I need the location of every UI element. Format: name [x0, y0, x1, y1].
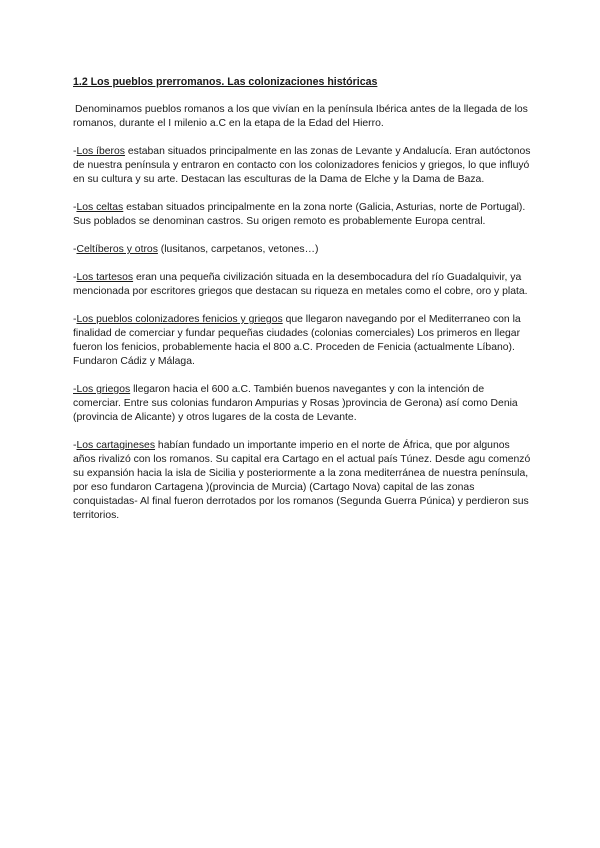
- section-term: Los cartagineses: [76, 440, 156, 451]
- section-prefix: -: [73, 244, 77, 255]
- section-celtas: [73, 201, 533, 229]
- document-content: [73, 75, 533, 537]
- section-text: eran una pequeña civilización situada en la desembocadura del río Guadalquivir, ya mencionada por escritores griegos que destacan su riqueza en metales como el cobre, oro y plata.: [73, 272, 528, 297]
- section-cartagineses: [73, 439, 533, 523]
- section-griegos: [73, 383, 533, 425]
- section-term: -Los griegos: [73, 384, 131, 395]
- section-colonizadores: [73, 313, 533, 369]
- section-iberos: [73, 145, 533, 187]
- section-prefix: -: [73, 440, 77, 451]
- section-text: que llegaron navegando por el Mediterraneo con la finalidad de comerciar y fundar pequeñas ciudades (colonias comerciales) Los primeros en llegar fueron los fenicios, probablemente hacia el 800 a.C. Proceden de Fenicia (actualmente Líbano). Fundaron Cádiz y Málaga.: [73, 314, 521, 367]
- section-tartesos: [73, 271, 533, 299]
- document-title: 1.2 Los pueblos prerromanos. Las colonizaciones históricas: [73, 76, 378, 88]
- section-prefix: -: [73, 202, 77, 213]
- section-prefix: -: [73, 272, 77, 283]
- section-term: Los pueblos colonizadores fenicios y griegos: [76, 314, 283, 325]
- section-text: estaban situados principalmente en las zonas de Levante y Andalucía. Eran autóctonos de nuestra península y entraron en contacto con los colonizadores fenicios y griegos, lo que influyó en su cultura y su arte. Destacan las esculturas de la Dama de Elche y la Dama de Baza.: [73, 146, 531, 185]
- section-text: estaban situados principalmente en la zona norte (Galicia, Asturias, norte de Portugal). Sus poblados se denominan castros. Su origen remoto es probablemente Europa central.: [73, 202, 526, 227]
- section-prefix: -: [73, 146, 77, 157]
- section-term: Celtíberos y otros: [76, 244, 158, 255]
- section-text: (lusitanos, carpetanos, vetones…): [157, 244, 319, 255]
- section-term: Los celtas: [76, 202, 124, 213]
- section-term: Los tartesos: [76, 272, 134, 283]
- section-text: llegaron hacia el 600 a.C. También buenos navegantes y con la intención de comerciar. Entre sus colonias fundaron Ampurias y Rosas )provincia de Gerona) así como Denia (provincia de Alicante) y otros lugares de la costa de Levante.: [73, 384, 518, 423]
- section-term: Los íberos: [76, 146, 125, 157]
- section-celtiberos: [73, 243, 533, 257]
- section-text: habían fundado un importante imperio en el norte de África, que por algunos años rivalizó con los romanos. Su capital era Cartago en el actual país Túnez. Desde agu comenzó su expansión hacia la isla de Sicilia y posteriormente a la zona mediterránea de nuestra península, por eso fundaron Cartagena )(provincia de Murcia) (Cartago Nova) capital de las zonas conquistadas- Al final fueron derrotados por los romanos (Segunda Guerra Púnica) y perdieron sus territorios.: [73, 440, 531, 521]
- section-prefix: -: [73, 314, 77, 325]
- intro-paragraph: Denominamos pueblos romanos a los que vivían en la península Ibérica antes de la llegada de los romanos, durante el I milenio a.C en la etapa de la Edad del Hierro.: [73, 104, 528, 129]
